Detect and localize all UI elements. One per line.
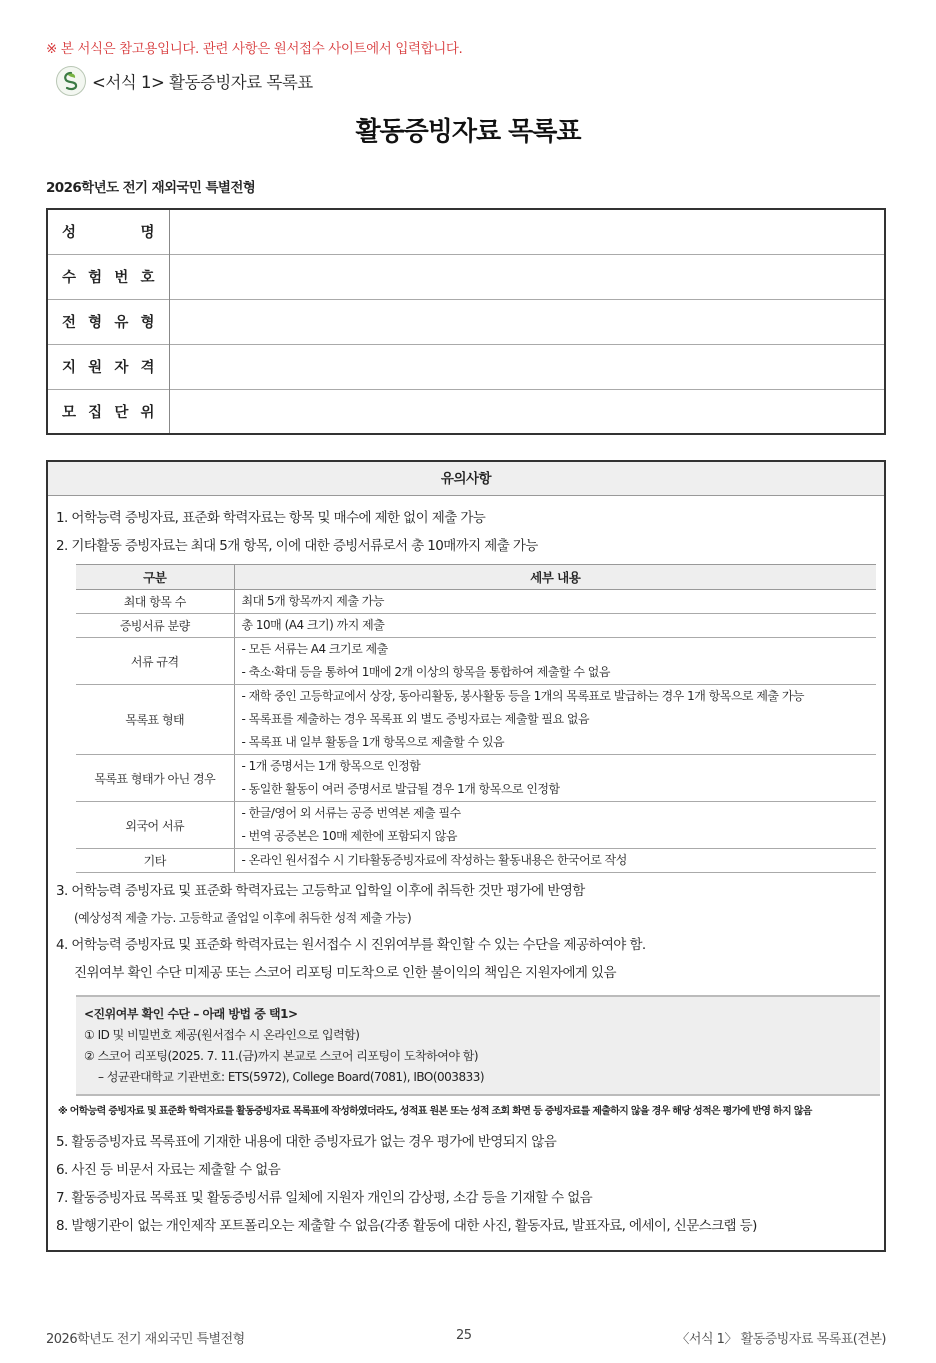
info-row-recruitment-unit — [47, 389, 885, 434]
detail-row: 서류 규격 - 모든 서류는 A4 크기로 제출 - 축소·확대 등을 통하여 1매에 2개 이상의 항목을 통합하여 제출할 수 없음 — [76, 638, 876, 685]
note-item-3: 3. 어학능력 증빙자료 및 표준화 학력자료는 고등학교 입학일 이후에 취득한 것만 평가에 반영함 — [56, 883, 585, 899]
applicant-info-table — [46, 208, 886, 435]
note-item-1: 1. 어학능력 증빙자료, 표준화 학력자료는 항목 및 매수에 제한 없이 제출 가능 — [56, 510, 486, 526]
admission-type-field[interactable] — [169, 299, 885, 344]
institution-codes: – 성균관대학교 기관번호: ETS(5972), College Board(7081), IBO(003833) — [98, 1070, 485, 1084]
notes-header: 유의사항 — [48, 462, 884, 496]
note-item-4: 4. 어학능력 증빙자료 및 표준화 학력자료는 원서접수 시 진위여부를 확인할 수 있는 수단을 제공하여야 함. — [56, 937, 646, 953]
verification-methods-box — [76, 995, 880, 1096]
detail-header-details: 세부 내용 — [234, 565, 876, 590]
info-row-admission-type — [47, 299, 885, 344]
info-label-recruitment-unit: 모 집 단 위 — [47, 389, 169, 434]
detail-row: 목록표 형태가 아닌 경우 - 1개 증명서는 1개 항목으로 인정함 - 동일한 활동이 여러 증명서로 발급될 경우 1개 항목으로 인정함 — [76, 755, 876, 802]
page-number: 25 — [456, 1328, 472, 1343]
detail-row: 외국어 서류 - 한글/영어 외 서류는 공증 번역본 제출 필수 - 번역 공증본은 10매 제한에 포함되지 않음 — [76, 802, 876, 849]
note-item-2: 2. 기타활동 증빙자료는 최대 5개 항목, 이에 대한 증빙서류로서 총 10매까지 제출 가능 — [56, 538, 538, 554]
form-label-text: <서식 1> 활동증빙자료 목록표 — [92, 73, 313, 92]
note-item-7: 7. 활동증빙자료 목록표 및 활동증빙서류 일체에 지원자 개인의 감상평, 소감 등을 기재할 수 없음 — [56, 1190, 593, 1206]
reference-notice: ※ 본 서식은 참고용입니다. 관련 사항은 원서접수 사이트에서 입력합니다. — [46, 41, 463, 57]
footer-form-name: 〈서식 1〉 활동증빙자료 목록표(견본) — [676, 1332, 886, 1347]
note-item-6: 6. 사진 등 비문서 자료는 제출할 수 없음 — [56, 1162, 281, 1178]
info-label-name: 성 명 — [47, 209, 169, 254]
note-item-8: 8. 발행기관이 없는 개인제작 포트폴리오는 제출할 수 없음(각종 활동에 대한 사진, 활동자료, 발표자료, 에세이, 신문스크랩 등) — [56, 1218, 757, 1234]
submission-detail-table — [76, 564, 876, 873]
page-title: 활동증빙자료 목록표 — [355, 117, 581, 147]
info-label-qualification: 지 원 자 격 — [47, 344, 169, 389]
detail-header-category: 구분 — [76, 565, 234, 590]
detail-row: 증빙서류 분량 총 10매 (A4 크기) 까지 제출 — [76, 614, 876, 638]
detail-row: 목록표 형태 - 재학 중인 고등학교에서 상장, 동아리활동, 봉사활동 등을 1개의 목록표로 발급하는 경우 1개 항목으로 제출 가능 - 목록표를 제출하는 경우 목록표 외 별도 증빙자료는 제출할 필요 없음 - 목록표 내 일부 활동을 1개 항목으로 제출할 수 있음 — [76, 685, 876, 755]
verification-method-1: ① ID 및 비밀번호 제공(원서접수 시 온라인으로 입력함) — [84, 1028, 360, 1042]
note-item-3-sub: (예상성적 제출 가능. 고등학교 졸업일 이후에 취득한 성적 제출 가능) — [74, 911, 412, 925]
score-warning: ※ 어학능력 증빙자료 및 표준화 학력자료를 활동증빙자료 목록표에 작성하였더라도, 성적표 원본 또는 성적 조회 화면 등 증빙자료를 제출하지 않을 경우 해당 성적은 평가에 반영 하지 않음 — [58, 1106, 812, 1117]
note-item-4-cont: 진위여부 확인 수단 미제공 또는 스코어 리포팅 미도착으로 인한 불이익의 책임은 지원자에게 있음 — [74, 965, 616, 981]
detail-row: 최대 항목 수 최대 5개 항목까지 제출 가능 — [76, 590, 876, 614]
qualification-field[interactable] — [169, 344, 885, 389]
detail-row: 기타 - 온라인 원서접수 시 기타활동증빙자료에 작성하는 활동내용은 한국어로 작성 — [76, 849, 876, 873]
university-logo-icon — [56, 66, 86, 96]
admission-subtitle: 2026학년도 전기 재외국민 특별전형 — [46, 180, 256, 196]
recruitment-unit-field[interactable] — [169, 389, 885, 434]
exam-number-field[interactable] — [169, 254, 885, 299]
info-row-exam-number — [47, 254, 885, 299]
info-label-exam-number: 수 험 번 호 — [47, 254, 169, 299]
info-row-qualification — [47, 344, 885, 389]
form-label — [56, 66, 313, 96]
footer-admission-name: 2026학년도 전기 재외국민 특별전형 — [46, 1332, 245, 1347]
verification-title: <진위여부 확인 수단 – 아래 방법 중 택1> — [84, 1007, 298, 1021]
name-field[interactable] — [169, 209, 885, 254]
notes-section — [46, 460, 886, 1252]
note-item-5: 5. 활동증빙자료 목록표에 기재한 내용에 대한 증빙자료가 없는 경우 평가에 반영되지 않음 — [56, 1134, 557, 1150]
info-row-name — [47, 209, 885, 254]
info-label-admission-type: 전 형 유 형 — [47, 299, 169, 344]
verification-method-2: ② 스코어 리포팅(2025. 7. 11.(금)까지 본교로 스코어 리포팅이 도착하여야 함) — [84, 1049, 479, 1063]
